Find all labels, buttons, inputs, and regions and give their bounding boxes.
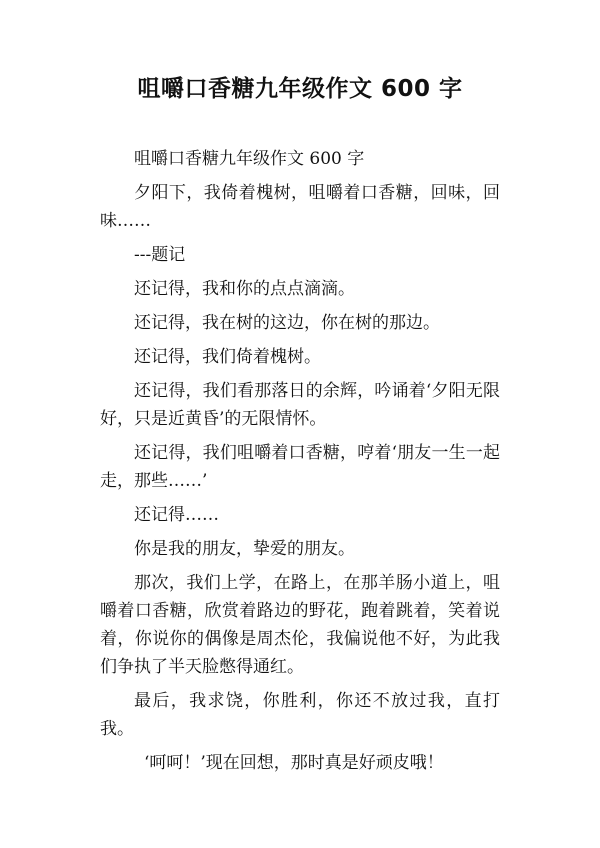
paragraph: 最后，我求饶，你胜利，你还不放过我，直打我。: [100, 691, 500, 739]
paragraph: 还记得，我们看那落日的余辉，吟诵着‘夕阳无限好，只是近黄昏’的无限情怀。: [100, 381, 500, 429]
paragraph-opening: 夕阳下，我倚着槐树，咀嚼着口香糖，回味，回味……: [100, 183, 500, 231]
paragraph: 还记得……: [134, 505, 219, 525]
paragraph: 你是我的朋友，挚爱的朋友。: [134, 539, 355, 559]
paragraph: 还记得，我和你的点点滴滴。: [134, 279, 355, 299]
paragraph: 还记得，我在树的这边，你在树的那边。: [134, 313, 440, 333]
document-body: [100, 145, 500, 783]
paragraph: 那次，我们上学，在路上，在那羊肠小道上，咀嚼着口香糖，欣赏着路边的野花，跑着跳着，笑着说着，你说你的偶像是周杰伦，我偏说他不好，为此我们争执了半天脸憋得通红。: [100, 573, 500, 677]
document-title: 咀嚼口香糖九年级作文 600 字: [137, 76, 463, 102]
paragraph: ‘呵呵！’现在回想，那时真是好顽皮哦！: [144, 753, 444, 773]
paragraph-subtitle: 咀嚼口香糖九年级作文 600 字: [134, 149, 365, 169]
paragraph: 还记得，我们咀嚼着口香糖，哼着‘朋友一生一起走，那些……’: [100, 443, 500, 491]
paragraph-epigraph-note: ---题记: [134, 245, 186, 265]
paragraph: 还记得，我们倚着槐树。: [134, 347, 321, 367]
